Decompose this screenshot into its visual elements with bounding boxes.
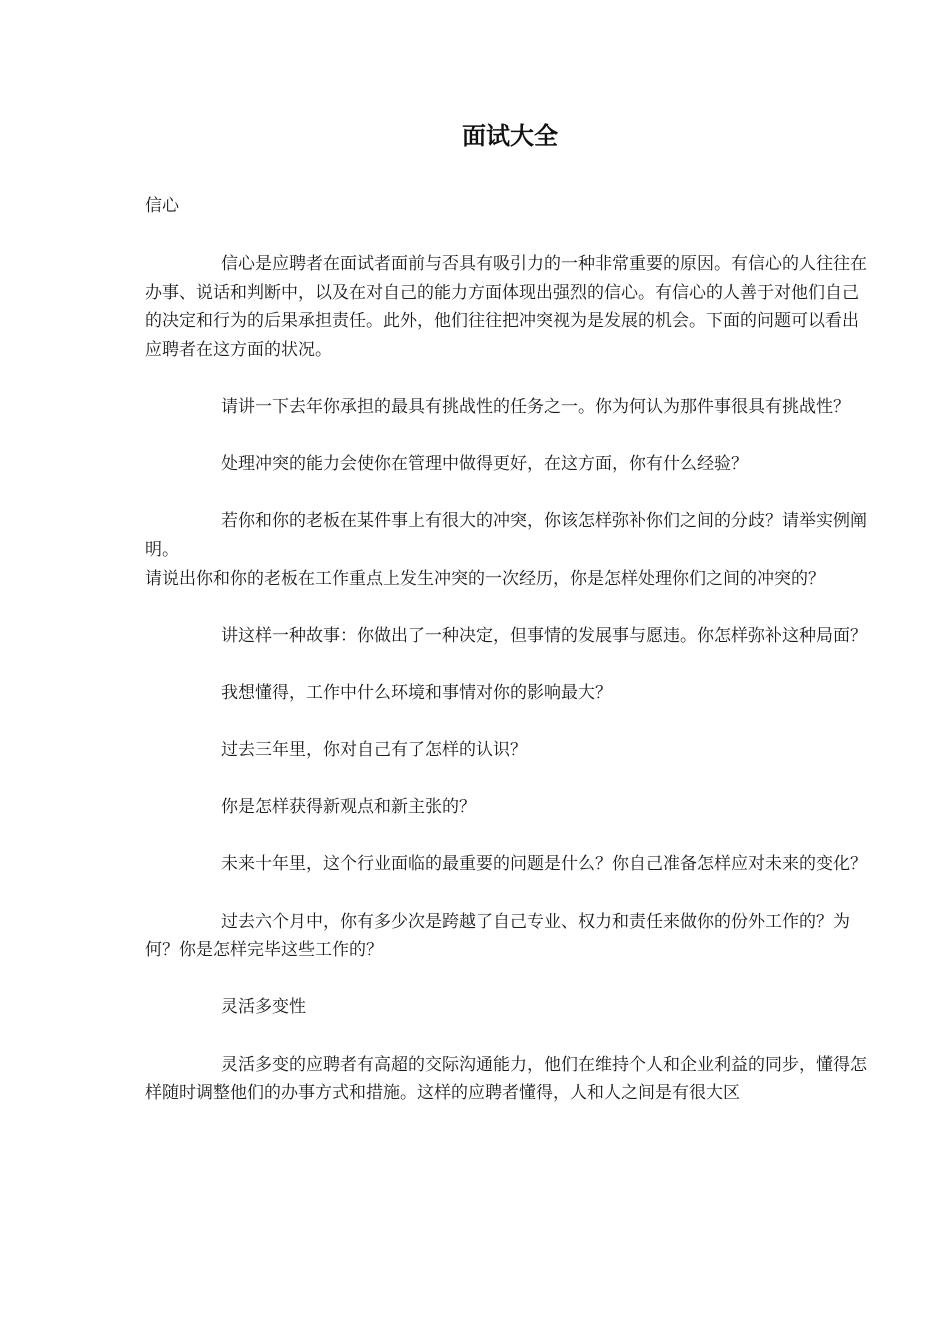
paragraph-spacer xyxy=(145,822,873,851)
paragraph: 灵活多变的应聘者有高超的交际沟通能力，他们在维持个人和企业利益的同步，懂得怎样随时调整他们的办事方式和措施。这样的应聘者懂得，人和人之间是有很大区 xyxy=(145,1054,867,1104)
paragraph: 我想懂得，工作中什么环境和事情对你的影响最大？ xyxy=(221,682,612,703)
paragraph: 若你和你的老板在某件事上有很大的冲突，你该怎样弥补你们之间的分歧？请举实例阐明。 xyxy=(145,511,867,560)
paragraph: 处理冲突的能力会使你在管理中做得更好，在这方面，你有什么经验？ xyxy=(221,454,748,475)
paragraph: 请讲一下去年你承担的最具有挑战性的任务之一。你为何认为那件事很具有挑战性？ xyxy=(221,396,850,417)
paragraph-spacer xyxy=(145,422,873,451)
paragraph: 请说出你和你的老板在工作重点上发生冲突的一次经历，你是怎样处理你们之间的冲突的？ xyxy=(145,568,825,589)
paragraph-spacer xyxy=(145,1022,873,1051)
paragraph-spacer xyxy=(145,479,873,508)
paragraph: 未来十年里，这个行业面临的最重要的问题是什么？你自己准备怎样应对未来的变化？ xyxy=(221,854,867,875)
paragraph-spacer xyxy=(145,364,873,393)
paragraph: 过去三年里，你对自己有了怎样的认识？ xyxy=(221,740,527,761)
paragraph: 过去六个月中，你有多少次是跨越了自己专业、权力和责任来做你的份外工作的？为何？你是怎样完毕这些工作的？ xyxy=(145,911,850,961)
paragraph-spacer xyxy=(145,708,873,737)
paragraph-spacer xyxy=(145,965,873,994)
document-body xyxy=(145,250,873,1108)
subsection-heading: 灵活多变性 xyxy=(221,997,306,1018)
paragraph: 讲这样一种故事：你做出了一种决定，但事情的发展事与愿违。你怎样弥补这种局面？ xyxy=(221,625,867,646)
paragraph: 信心是应聘者在面试者面前与否具有吸引力的一种非常重要的原因。有信心的人往往在办事、说话和判断中，以及在对自己的能力方面体现出强烈的信心。有信心的人善于对他们自己的决定和行为的后果承担责任。此外，他们往往把冲突视为是发展的机会。下面的问题可以看出应聘者在这方面的状况。 xyxy=(145,254,867,360)
paragraph-spacer xyxy=(145,593,873,622)
paragraph-spacer xyxy=(145,650,873,679)
paragraph-spacer xyxy=(145,765,873,794)
section-heading: 信心 xyxy=(145,196,179,216)
document-title: 面试大全 xyxy=(462,122,558,150)
paragraph: 你是怎样获得新观点和新主张的？ xyxy=(221,797,476,818)
paragraph-spacer xyxy=(145,879,873,908)
